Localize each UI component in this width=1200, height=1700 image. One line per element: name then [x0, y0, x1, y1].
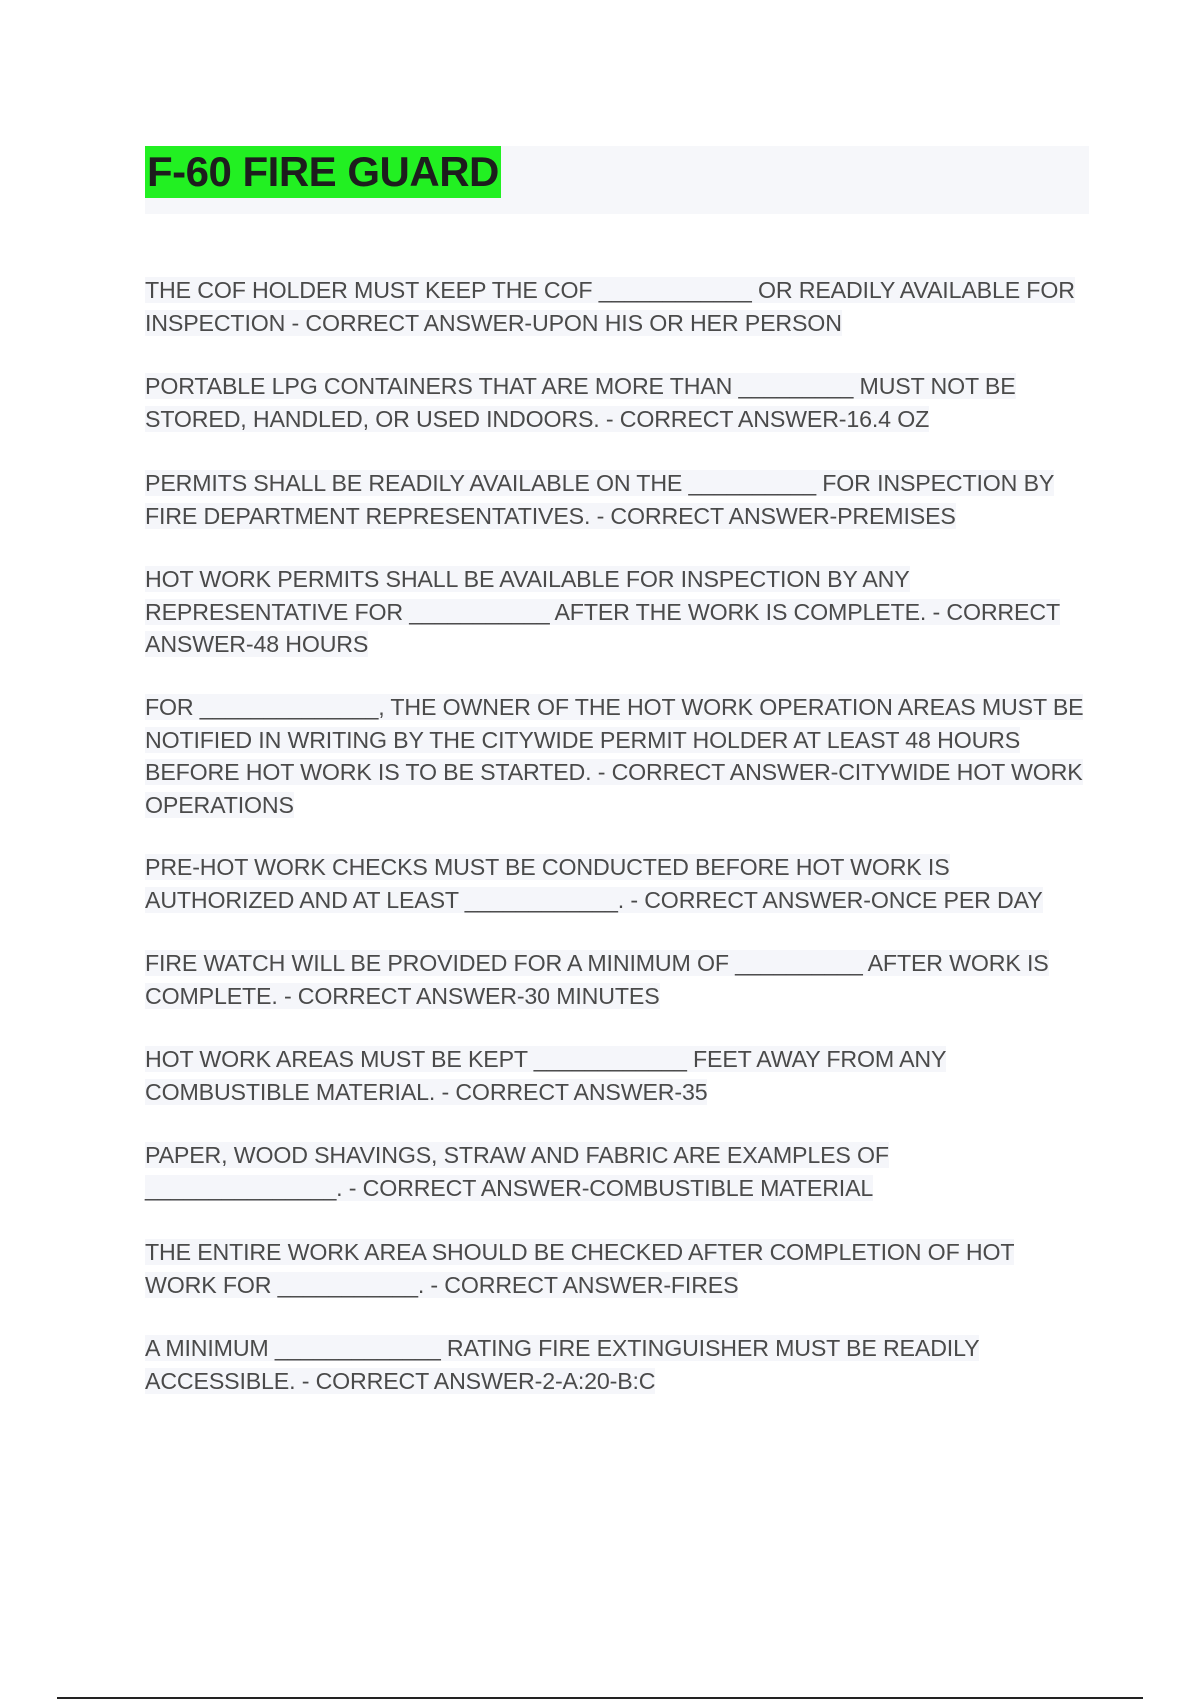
- qa-item-text: THE ENTIRE WORK AREA SHOULD BE CHECKED AFTER COMPLETION OF HOT WORK FOR ___________. - CORRECT ANSWER-FIRES: [145, 1239, 1015, 1298]
- qa-item-7: [145, 947, 1091, 1012]
- qa-item-3: [145, 467, 1091, 532]
- qa-item-1: [145, 274, 1091, 339]
- qa-item-text: PAPER, WOOD SHAVINGS, STRAW AND FABRIC ARE EXAMPLES OF _______________. - CORRECT ANSWER-COMBUSTIBLE MATERIAL: [145, 1142, 889, 1201]
- qa-item-text: FOR ______________, THE OWNER OF THE HOT WORK OPERATION AREAS MUST BE NOTIFIED IN WRITING BY THE CITYWIDE PERMIT HOLDER AT LEAST 48 HOURS BEFORE HOT WORK IS TO BE STARTED. - CORRECT ANSWER-CITYWIDE HOT WORK OPERATIONS: [145, 694, 1084, 818]
- qa-item-text: PERMITS SHALL BE READILY AVAILABLE ON THE __________ FOR INSPECTION BY FIRE DEPARTMENT REPRESENTATIVES. - CORRECT ANSWER-PREMISES: [145, 470, 1055, 529]
- qa-item-5: [145, 691, 1091, 821]
- qa-item-text: A MINIMUM _____________ RATING FIRE EXTINGUISHER MUST BE READILY ACCESSIBLE. - CORRECT ANSWER-2-A:20-B:C: [145, 1335, 980, 1394]
- qa-item-11: [145, 1332, 1091, 1397]
- qa-item-9: [145, 1139, 1091, 1204]
- qa-item-8: [145, 1043, 1091, 1108]
- qa-item-text: THE COF HOLDER MUST KEEP THE COF ____________ OR READILY AVAILABLE FOR INSPECTION - CORRECT ANSWER-UPON HIS OR HER PERSON: [145, 277, 1075, 336]
- qa-item-text: PORTABLE LPG CONTAINERS THAT ARE MORE THAN _________ MUST NOT BE STORED, HANDLED, OR USED INDOORS. - CORRECT ANSWER-16.4 OZ: [145, 373, 1016, 432]
- qa-item-10: [145, 1236, 1091, 1301]
- qa-item-4: [145, 563, 1091, 661]
- document-title: F-60 FIRE GUARD: [145, 146, 501, 198]
- qa-item-text: PRE-HOT WORK CHECKS MUST BE CONDUCTED BEFORE HOT WORK IS AUTHORIZED AND AT LEAST ____________. - CORRECT ANSWER-ONCE PER DAY: [145, 854, 1043, 913]
- qa-item-text: FIRE WATCH WILL BE PROVIDED FOR A MINIMUM OF __________ AFTER WORK IS COMPLETE. - CORRECT ANSWER-30 MINUTES: [145, 950, 1049, 1009]
- qa-item-2: [145, 370, 1091, 435]
- qa-item-text: HOT WORK PERMITS SHALL BE AVAILABLE FOR INSPECTION BY ANY REPRESENTATIVE FOR ___________ AFTER THE WORK IS COMPLETE. - CORRECT ANSWER-48 HOURS: [145, 566, 1060, 657]
- qa-item-6: [145, 851, 1091, 916]
- qa-item-text: HOT WORK AREAS MUST BE KEPT ____________ FEET AWAY FROM ANY COMBUSTIBLE MATERIAL. - CORRECT ANSWER-35: [145, 1046, 947, 1105]
- footer-divider: [57, 1697, 1143, 1699]
